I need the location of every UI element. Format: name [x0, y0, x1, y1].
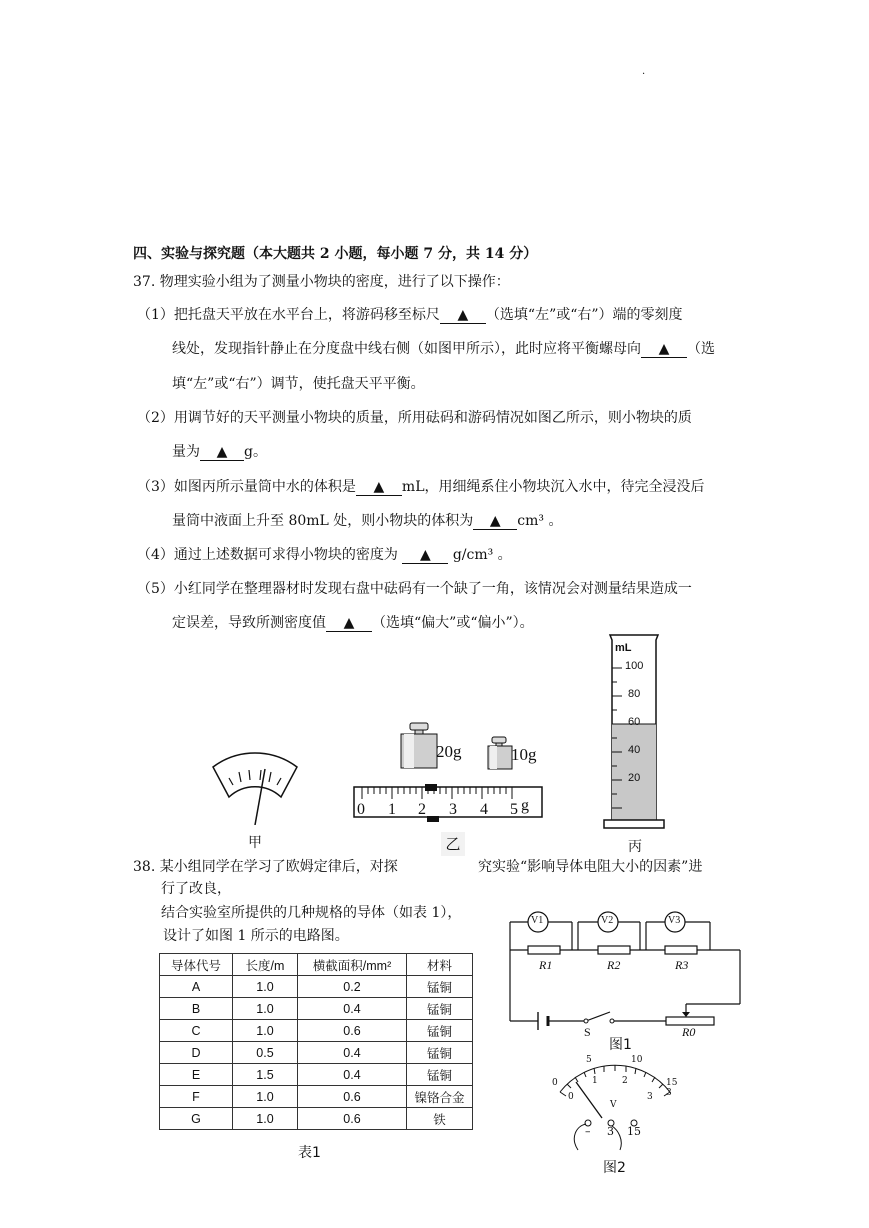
table-header-row [160, 954, 473, 976]
ruler-tick-4: 4 [480, 801, 488, 818]
cell-area: 0.2 [298, 976, 407, 998]
table-row [160, 1042, 473, 1064]
v1-label: V1 [531, 915, 544, 926]
q37-p1-text-a: （1）把托盘天平放在水平台上，将游码移至标尺 [137, 307, 440, 323]
table-row [160, 1020, 473, 1042]
cell-code: A [160, 976, 233, 998]
weight-20g-icon [401, 723, 437, 768]
q38-line2: 行了改良， [161, 881, 231, 897]
answer-blank[interactable]: ▲ [200, 444, 244, 461]
q37-part5-line2 [172, 613, 534, 633]
cell-code: C [160, 1020, 233, 1042]
q37-p2-text-b: 量为 [172, 444, 200, 460]
table-row [160, 998, 473, 1020]
q37-p5-text-c: （选填“偏大”或“偏小”）。 [372, 615, 534, 631]
cell-code: E [160, 1064, 233, 1086]
scale-inner-1: 1 [592, 1076, 598, 1086]
q37-part3-line2 [172, 511, 562, 531]
cell-area: 0.4 [298, 1064, 407, 1086]
conductor-table [159, 953, 473, 1130]
scale-inner-0: 0 [568, 1092, 574, 1102]
q37-part1-line2 [172, 339, 715, 359]
cell-material: 锰铜 [407, 1020, 473, 1042]
q37-p5-text-b: 定误差，导致所测密度值 [172, 615, 326, 631]
scale-outer-5: 5 [586, 1055, 592, 1065]
scale-inner-3: 3 [647, 1092, 653, 1102]
cell-length: 1.5 [233, 1064, 298, 1086]
cell-length: 0.5 [233, 1042, 298, 1064]
r1-label: R1 [539, 958, 553, 972]
page-marker: . [642, 66, 646, 77]
cell-area: 0.4 [298, 1042, 407, 1064]
q37-part1-line3: 填“左”或“右”）调节，使托盘天平平衡。 [172, 376, 425, 392]
ruler-tick-3: 3 [449, 801, 457, 818]
scale-outer-0: 0 [552, 1078, 558, 1088]
r0-label: R0 [682, 1025, 696, 1039]
answer-blank[interactable]: ▲ [356, 479, 402, 496]
q37-p2-text-c: g。 [244, 444, 267, 460]
header-length: 长度/m [233, 954, 298, 976]
terminal-15: 15 [627, 1125, 641, 1138]
cell-material: 锰铜 [407, 1042, 473, 1064]
cell-code: B [160, 998, 233, 1020]
r3-label: R3 [675, 958, 689, 972]
cell-material: 锰铜 [407, 976, 473, 998]
terminal-3: 3 [607, 1125, 614, 1138]
q37-p4-text-b: g/cm³ 。 [452, 547, 512, 563]
cell-area: 0.6 [298, 1108, 407, 1130]
cell-material: 锰铜 [407, 998, 473, 1020]
q37-intro: 37. 物理实验小组为了测量小物块的密度，进行了以下操作： [133, 274, 510, 290]
q37-p3-text-b: mL，用细绳系住小物块沉入水中，待完全浸没后 [401, 479, 705, 495]
answer-blank[interactable]: ▲ [440, 307, 486, 324]
cell-code: D [160, 1042, 233, 1064]
cell-area: 0.6 [298, 1086, 407, 1108]
section-title: 四、实验与探究题（本大题共 2 小题，每小题 7 分，共 14 分） [133, 246, 538, 262]
cylinder-tick-40: 40 [628, 744, 641, 756]
ruler-unit: g [521, 797, 529, 814]
q38-line1-a: 38. 某小组同学在学习了欧姆定律后，对探 [133, 859, 398, 875]
q37-part2-line2 [172, 442, 267, 462]
cylinder-tick-60: 60 [628, 716, 641, 728]
q37-p3-text-a: （3）如图丙所示量筒中水的体积是 [137, 479, 356, 495]
answer-blank[interactable]: ▲ [641, 341, 687, 358]
q37-part1-line1 [137, 305, 683, 325]
figure-bing-label: 丙 [628, 839, 642, 855]
weight-20g-label: 20g [436, 742, 462, 761]
scale-outer-10: 10 [631, 1055, 643, 1065]
q37-p1-text-b: （选填“左”或“右”）端的零刻度 [485, 307, 683, 323]
r2-label: R2 [607, 958, 621, 972]
cell-length: 1.0 [233, 998, 298, 1020]
q37-p1-text-d: （选 [687, 341, 715, 357]
cell-area: 0.6 [298, 1020, 407, 1042]
cell-material: 锰铜 [407, 1064, 473, 1086]
cylinder-tick-80: 80 [628, 688, 641, 700]
scale-outer-15: 15 [666, 1078, 678, 1088]
q37-p4-text-a: （4）通过上述数据可求得小物块的密度为 [137, 547, 398, 563]
table1-caption: 表1 [298, 1145, 321, 1161]
figure1-caption: 图1 [609, 1037, 632, 1053]
figure-yi-weights-ruler [348, 720, 548, 825]
q37-part3-line1 [137, 477, 705, 497]
cell-material: 镍铬合金 [407, 1086, 473, 1108]
table-row [160, 976, 473, 998]
switch-label: S [584, 1025, 591, 1039]
figure-yi-label: 乙 [441, 832, 465, 856]
v2-label: V2 [601, 915, 614, 926]
ruler-tick-0: 0 [357, 801, 365, 818]
answer-blank[interactable]: ▲ [473, 513, 517, 530]
ruler-tick-5: 5 [510, 801, 518, 818]
v3-label: V3 [668, 915, 681, 926]
weight-10g-icon [488, 737, 512, 769]
q38-line3: 结合实验室所提供的几种规格的导体（如表 1）， [161, 905, 462, 921]
scale-right-3: 3 [666, 1088, 672, 1098]
cell-area: 0.4 [298, 998, 407, 1020]
ruler-tick-1: 1 [388, 801, 396, 818]
cell-code: G [160, 1108, 233, 1130]
q37-part4-line1 [137, 545, 512, 565]
cell-material: 铁 [407, 1108, 473, 1130]
q37-p3-text-c: 量筒中液面上升至 80mL 处，则小物块的体积为 [172, 513, 474, 529]
cylinder-tick-100: 100 [625, 660, 644, 672]
header-area: 横截面积/mm² [298, 954, 407, 976]
ruler-tick-2: 2 [418, 801, 426, 818]
cylinder-tick-20: 20 [628, 772, 641, 784]
header-material: 材料 [407, 954, 473, 976]
terminal-negative: – [585, 1125, 591, 1138]
answer-blank[interactable]: ▲ [326, 615, 372, 632]
table-row [160, 1086, 473, 1108]
q38-line1-b: 究实验“影响导体电阻大小的因素”进 [478, 859, 703, 875]
scale-inner-2: 2 [622, 1076, 628, 1086]
cell-length: 1.0 [233, 1086, 298, 1108]
table-row [160, 1064, 473, 1086]
cell-length: 1.0 [233, 1020, 298, 1042]
figure-jia-balance-dial [205, 745, 305, 825]
unit-v-label: V [610, 1100, 617, 1110]
table-row [160, 1108, 473, 1130]
weight-10g-label: 10g [511, 745, 537, 764]
figure-jia-label: 甲 [248, 835, 262, 851]
q38-line4: 设计了如图 1 所示的电路图。 [163, 928, 349, 944]
q37-p3-text-d: cm³ 。 [517, 513, 563, 529]
cylinder-unit: mL [615, 642, 632, 654]
q37-p1-text-c: 线处，发现指针静止在分度盘中线右侧（如图甲所示），此时应将平衡螺母向 [172, 341, 641, 357]
q37-part5-line1: （5）小红同学在整理器材时发现右盘中砝码有一个缺了一角，该情况会对测量结果造成一 [137, 581, 692, 597]
answer-blank[interactable]: ▲ [402, 547, 448, 564]
cell-length: 1.0 [233, 1108, 298, 1130]
cell-code: F [160, 1086, 233, 1108]
figure2-caption: 图2 [603, 1160, 626, 1176]
cell-length: 1.0 [233, 976, 298, 998]
header-code: 导体代号 [160, 954, 233, 976]
q37-part2-line1: （2）用调节好的天平测量小物块的质量，所用砝码和游码情况如图乙所示，则小物块的质 [137, 410, 692, 426]
